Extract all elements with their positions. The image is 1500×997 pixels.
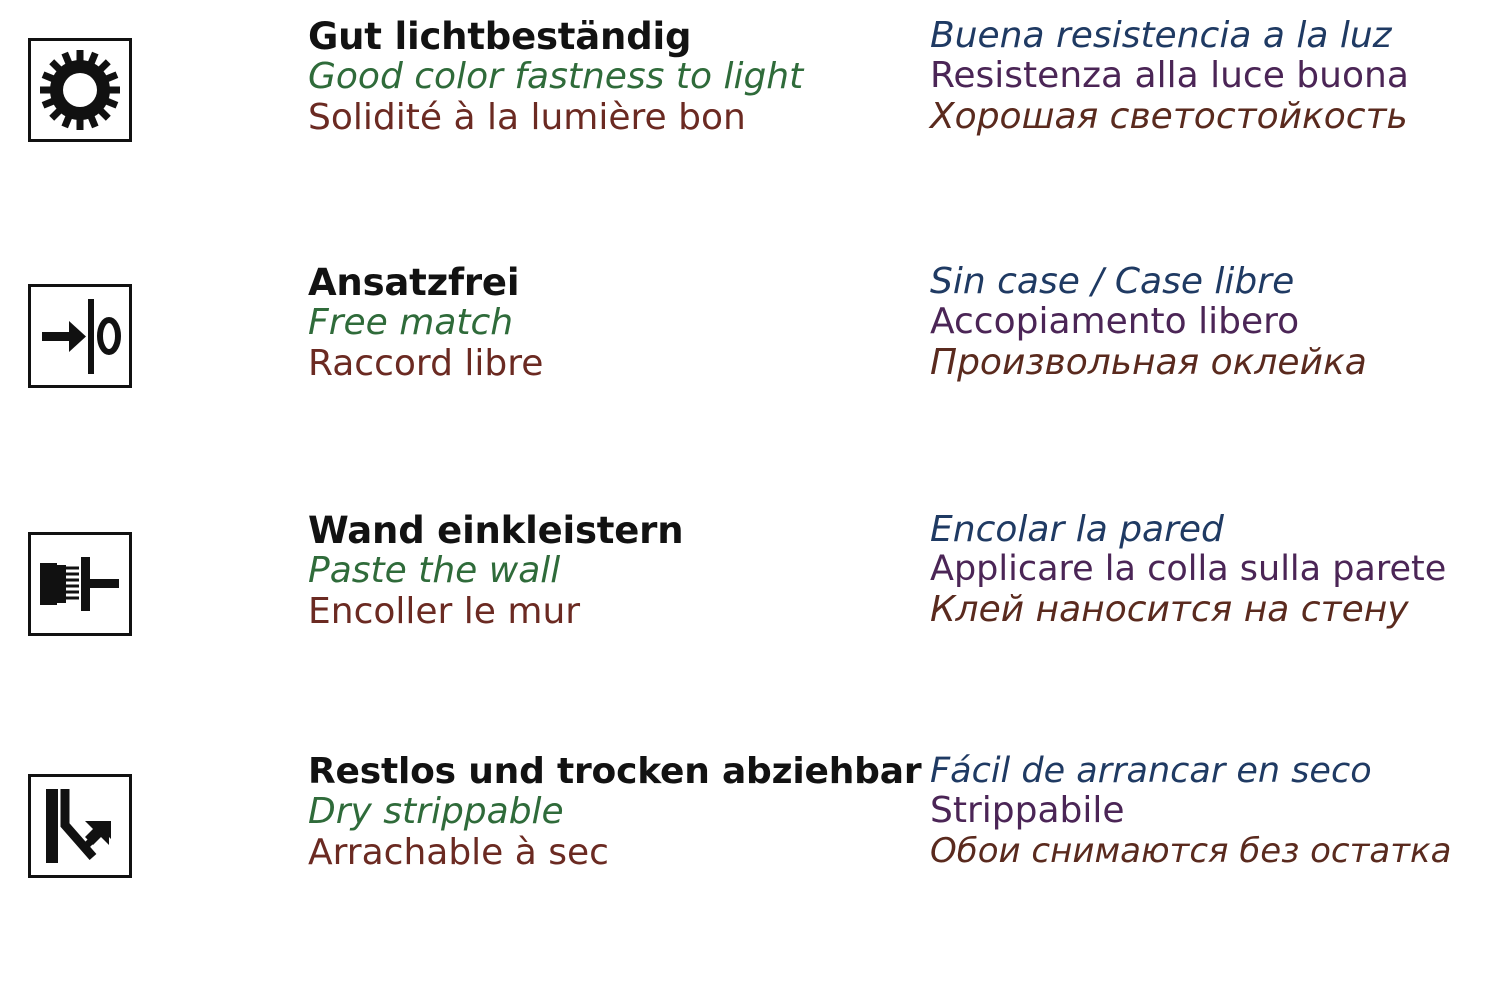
legend-label-it: Applicare la colla sulla parete <box>930 549 1447 590</box>
legend-text-left <box>300 262 930 384</box>
legend-row <box>0 752 1500 997</box>
legend-label-de: Restlos und trocken abziehbar <box>308 751 922 792</box>
free-match-icon <box>28 284 132 388</box>
icon-cell <box>0 752 300 878</box>
icon-cell <box>0 510 300 636</box>
icon-cell <box>0 16 300 142</box>
legend-label-ru: Обои снимаются без остатка <box>930 830 1452 871</box>
legend-row <box>0 262 1500 507</box>
legend-label-de: Wand einkleistern <box>308 509 684 552</box>
legend-label-fr: Solidité à la lumière bon <box>308 96 746 138</box>
legend-label-it: Strippabile <box>930 790 1125 832</box>
legend-text-right <box>930 752 1490 870</box>
legend-label-ru: Произвольная оклейка <box>930 341 1367 383</box>
legend-text-left <box>300 752 930 873</box>
legend-label-ru: Клей наносится на стену <box>930 588 1409 630</box>
legend-label-es: Fácil de arrancar en seco <box>930 751 1372 791</box>
legend-label-es: Encolar la pared <box>930 509 1224 550</box>
legend-label-en: Dry strippable <box>308 791 564 833</box>
legend-text-left <box>300 510 930 632</box>
legend-text-right <box>930 262 1490 383</box>
sun-light-fastness-icon <box>28 38 132 142</box>
legend-text-right <box>930 510 1490 630</box>
legend-label-fr: Arrachable à sec <box>308 831 609 873</box>
legend-label-fr: Raccord libre <box>308 342 544 384</box>
paste-the-wall-icon <box>28 532 132 636</box>
legend-row <box>0 510 1500 755</box>
legend-label-en: Free match <box>308 302 514 344</box>
legend-label-en: Paste the wall <box>308 550 561 592</box>
icon-cell <box>0 262 300 388</box>
legend-label-fr: Encoller le mur <box>308 590 581 632</box>
legend-text-right <box>930 16 1490 137</box>
legend-text-left <box>300 16 930 138</box>
dry-strippable-icon <box>28 774 132 878</box>
legend-label-de: Gut lichtbeständig <box>308 15 692 58</box>
legend-label-en: Good color fastness to light <box>308 56 804 98</box>
legend-label-es: Sin case / Case libre <box>930 261 1295 302</box>
legend-label-it: Resistenza alla luce buona <box>930 55 1409 97</box>
legend-row <box>0 16 1500 261</box>
legend-label-ru: Хорошая светостойкость <box>930 95 1408 137</box>
legend-label-it: Accopiamento libero <box>930 301 1300 343</box>
legend-label-de: Ansatzfrei <box>308 261 520 304</box>
legend-label-es: Buena resistencia a la luz <box>930 15 1392 56</box>
